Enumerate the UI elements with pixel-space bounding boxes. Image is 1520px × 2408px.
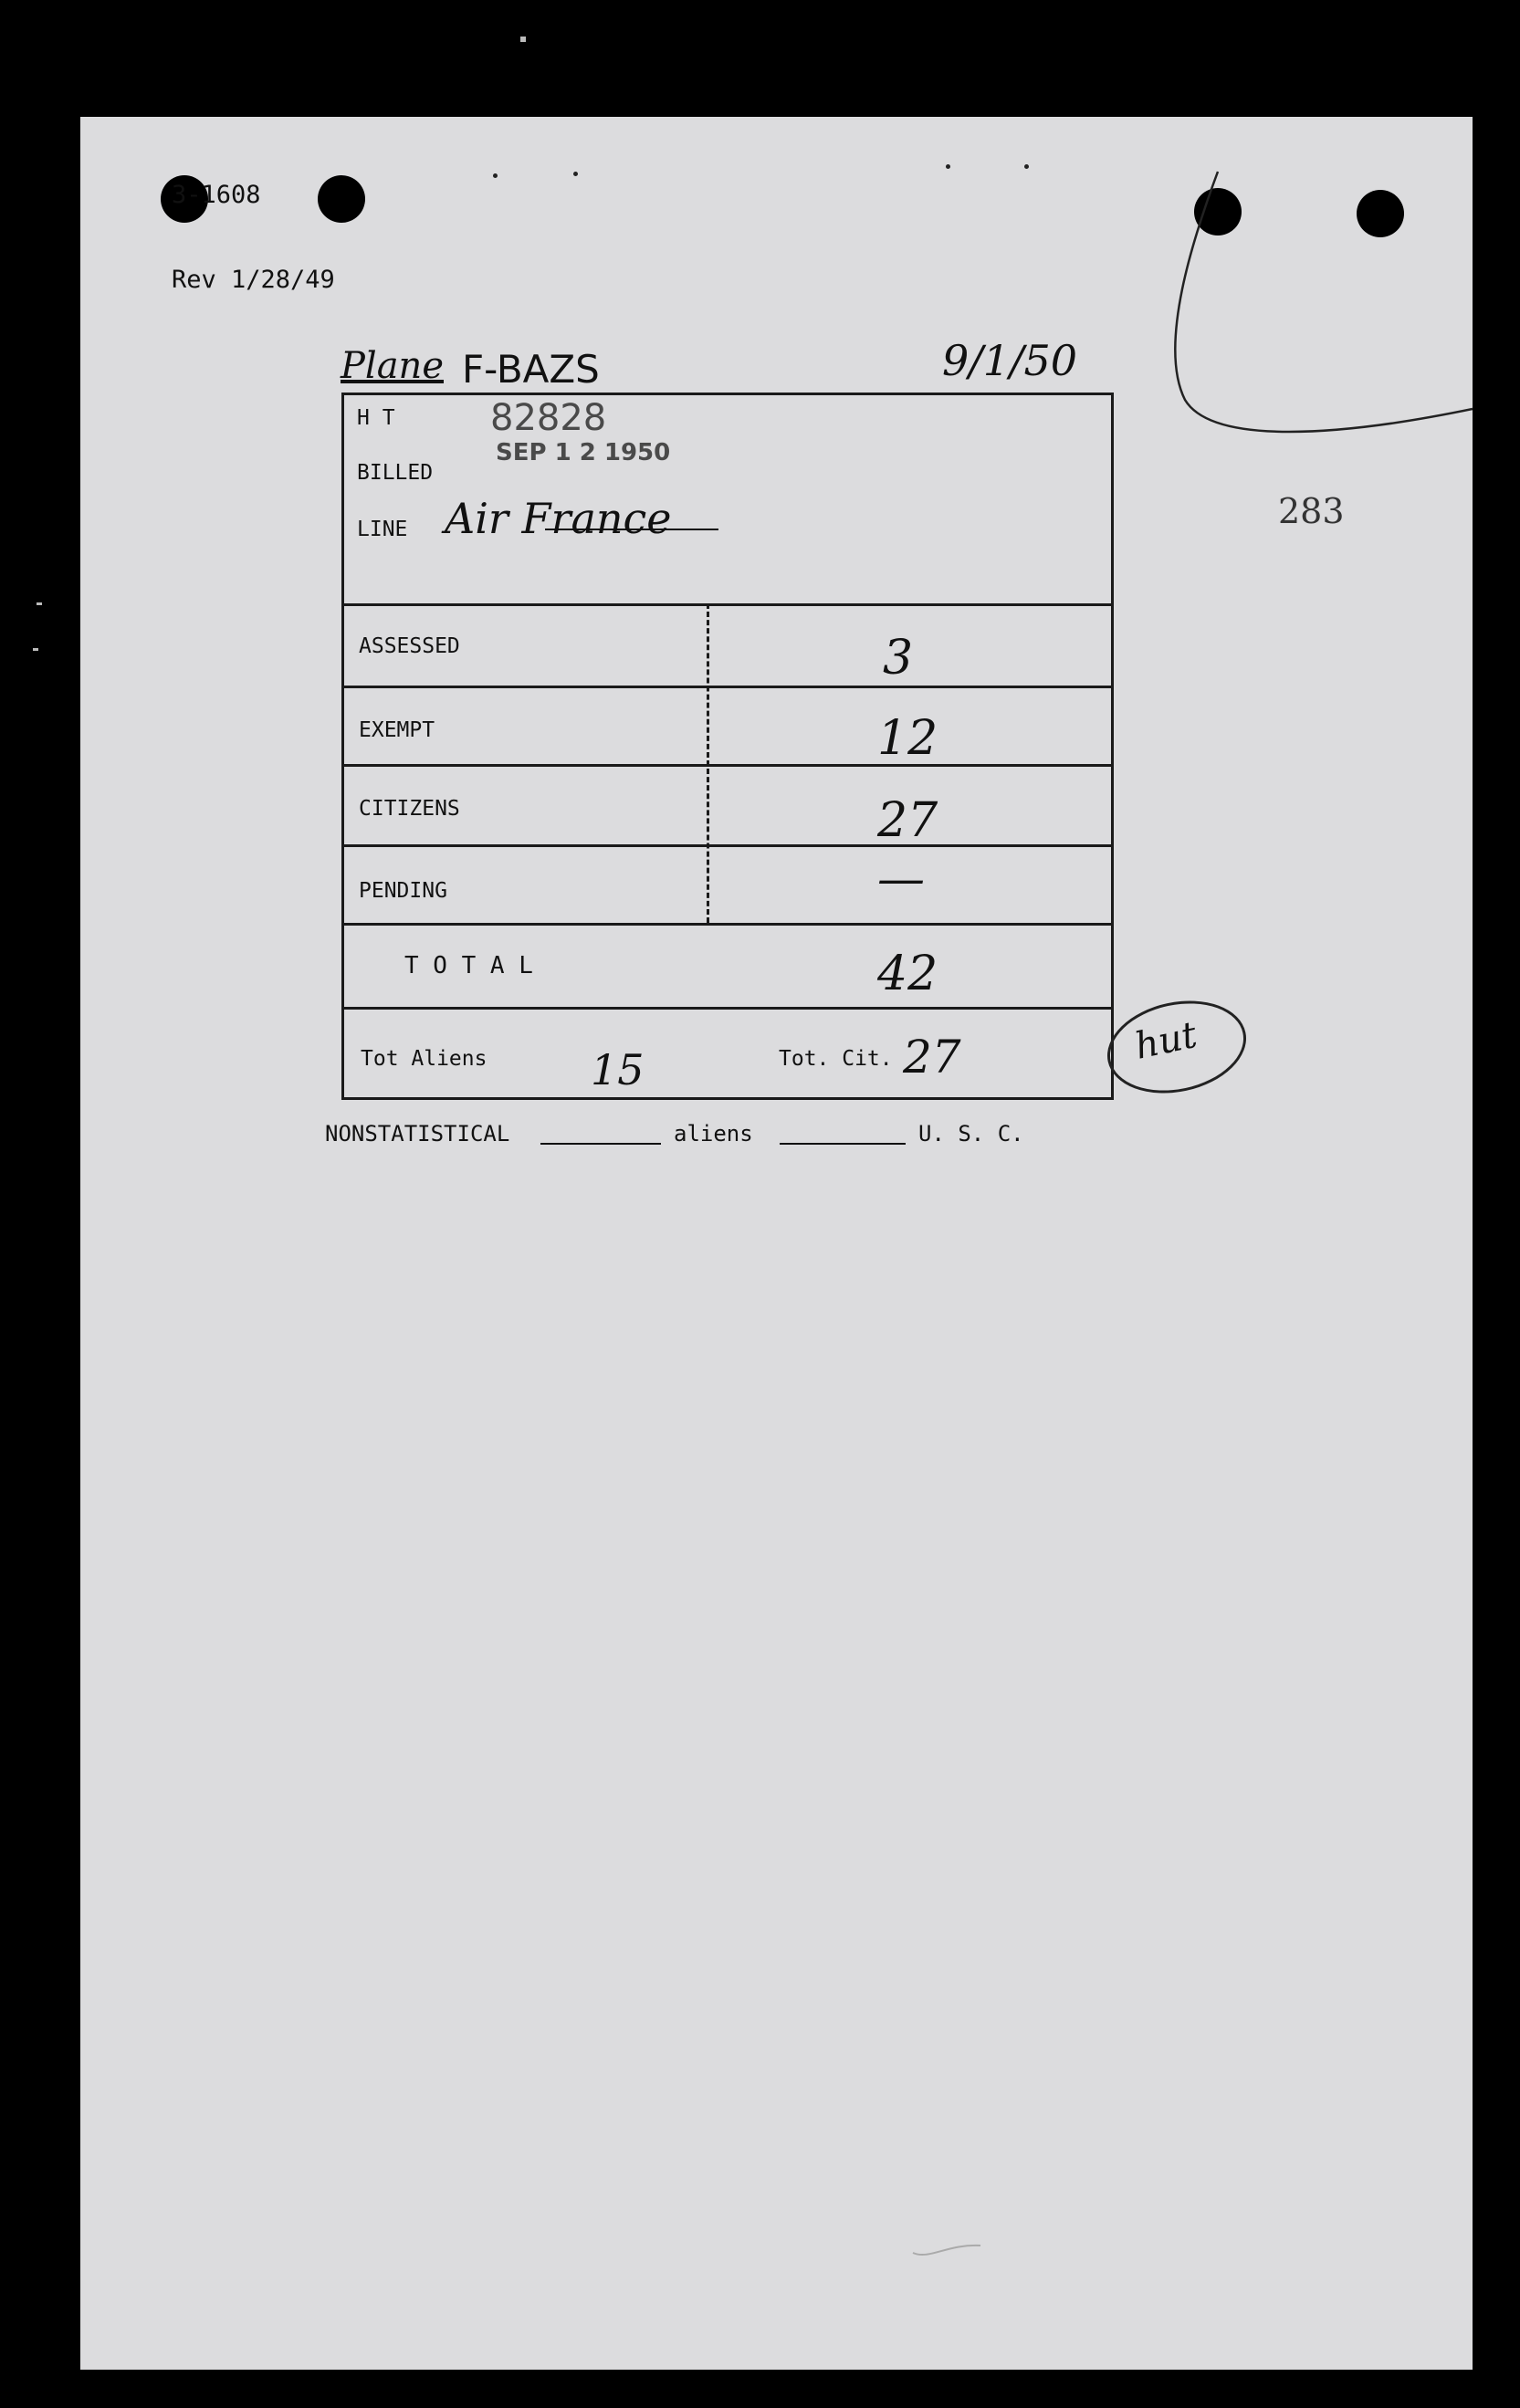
billed-label: BILLED [357,461,434,485]
margin-tick [520,37,526,42]
faint-scribble [911,2235,984,2262]
divider [344,686,1111,688]
total-value: 42 [877,947,938,1001]
form-revision: Rev 1/28/49 [172,266,335,294]
stray-mark [1024,164,1029,169]
row-label: PENDING [359,879,447,903]
line-value: Air France [445,494,672,543]
nonstatistical-blank [540,1143,661,1145]
row-label: CITIZENS [359,797,460,821]
aliens-label: aliens [674,1121,753,1146]
line-value-underline [545,529,718,530]
stamp-number: 82828 [490,397,607,439]
ht-label: H T [357,406,395,430]
total-label: T O T A L [404,952,533,979]
tot-cit-label: Tot. Cit. [779,1047,893,1071]
divider [344,603,1111,606]
plane-id: F-BAZS [462,347,600,392]
page-number: 283 [1278,491,1345,531]
form-number: 3-1608 [172,181,261,209]
column-divider [707,603,709,923]
row-value: 3 [883,631,914,686]
aliens-blank [780,1143,906,1145]
row-value: — [877,852,925,906]
row-value: 27 [877,793,938,848]
usc-label: U. S. C. [918,1121,1024,1146]
tot-cit-value: 27 [903,1031,961,1084]
form-code [172,124,335,351]
tot-aliens-label: Tot Aliens [361,1047,487,1071]
manifest-form-box [341,393,1114,1100]
divider [344,844,1111,847]
margin-tick [37,602,42,605]
row-label: ASSESSED [359,634,460,658]
row-label: EXEMPT [359,718,435,742]
stray-mark [573,172,578,176]
inspector-initials: hut [1131,1013,1201,1068]
pencil-loop-mark [1158,162,1473,464]
stray-mark [946,164,950,169]
divider [344,764,1111,767]
divider [344,1007,1111,1010]
flight-date: 9/1/50 [942,336,1078,385]
inspector-initials-circle [1098,989,1254,1105]
row-value: 12 [877,711,938,766]
stamp-date: SEP 1 2 1950 [496,439,671,466]
margin-tick [33,648,38,651]
nonstatistical-label: NONSTATISTICAL [325,1121,510,1146]
tot-aliens-value: 15 [591,1045,645,1094]
document-page [80,117,1473,2370]
plane-label: Plane [341,345,444,387]
line-label: LINE [357,518,408,541]
stray-mark [493,173,498,178]
divider [344,923,1111,926]
